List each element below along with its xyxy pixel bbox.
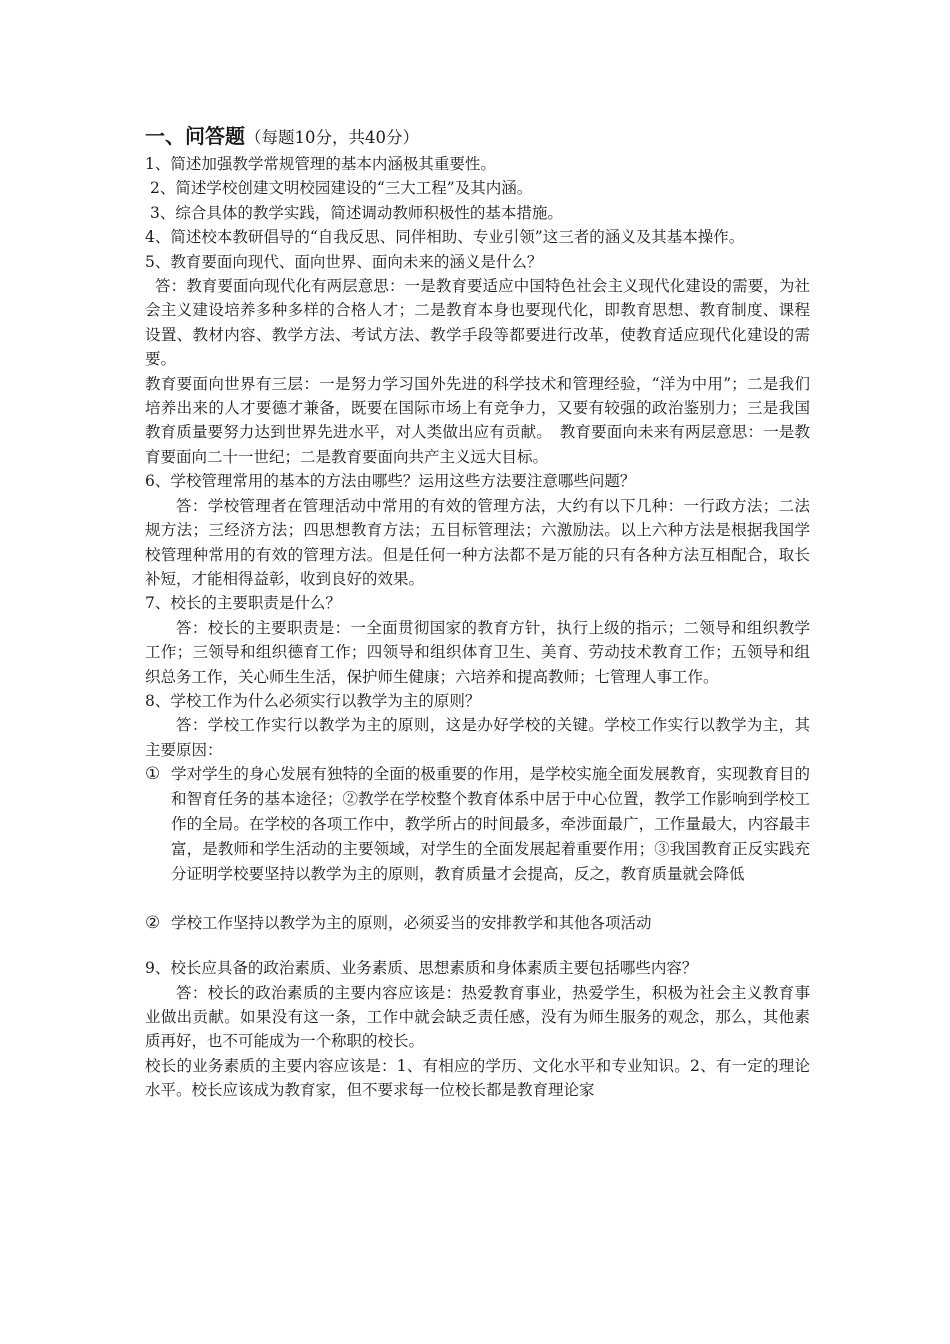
list-marker: ② bbox=[145, 913, 161, 934]
question-8: 8、学校工作为什么必须实行以教学为主的原则？ bbox=[145, 691, 481, 710]
question-9: 9、校长应具备的政治素质、业务素质、思想素质和身体素质主要包括哪些内容？ bbox=[145, 959, 698, 978]
question-3: 3、综合具体的教学实践，简述调动教师积极性的基本措施。 bbox=[150, 203, 563, 222]
answer-5-part-2: 教育要面向世界有三层：一是努力学习国外先进的科学技术和管理经验，“洋为中用”；二是我们培养出来的人才要德才兼备，既要在国际市场上有竞争力，又要有较强的政治鉴别力；三是我国教育质量要努力达到世界先进水平，对人类做出应有贡献。 教育要面向未来有两层意思：一是教育要面向二十一世纪；二是教育要面向共产主义远大目标。 bbox=[145, 374, 810, 466]
question-7: 7、校长的主要职责是什么？ bbox=[145, 594, 341, 613]
list-marker: ① bbox=[145, 764, 161, 785]
answer-9-part-1: 答：校长的政治素质的主要内容应该是：热爱教育事业，热爱学生，积极为社会主义教育事业做出贡献。如果没有这一条，工作中就会缺乏责任感，没有为师生服务的观念，那么，其他素质再好，也不可能成为一个称职的校长。 bbox=[145, 983, 810, 1051]
answer-7: 答：校长的主要职责是：一全面贯彻国家的教育方针，执行上级的指示；二领导和组织教学工作；三领导和组织德育工作；四领导和组织体育卫生、美育、劳动技术教育工作；五领导和组织总务工作，关心师生生活，保护师生健康；六培养和提高教师；七管理人事工作。 bbox=[145, 618, 810, 686]
question-2: 2、简述学校创建文明校园建设的“三大工程”及其内涵。 bbox=[150, 179, 533, 198]
section-heading: 一、问答题 bbox=[145, 124, 245, 148]
section-title bbox=[145, 122, 810, 152]
answer-9-part-2: 校长的业务素质的主要内容应该是：1、有相应的学历、文化水平和专业知识。2、有一定的理论水平。校长应该成为教育家，但不要求每一位校长都是教育理论家 bbox=[145, 1056, 810, 1100]
question-6: 6、学校管理常用的基本的方法由哪些？运用这些方法要注意哪些问题？ bbox=[145, 472, 636, 491]
answer-5-part-1: 答：教育要面向现代化有两层意思：一是教育要适应中国特色社会主义现代化建设的需要，为社会主义建设培养多种多样的合格人才；二是教育本身也要现代化，即教育思想、教育制度、课程设置、教材内容、教学方法、考试方法、教学手段等都要进行改革，使教育适应现代化建设的需要。 bbox=[145, 277, 810, 369]
question-5: 5、教育要面向现代、面向世界、面向未来的涵义是什么？ bbox=[145, 252, 543, 271]
list-text: 学校工作坚持以教学为主的原则，必须妥当的安排教学和其他各项活动 bbox=[171, 914, 652, 933]
list-item bbox=[145, 911, 810, 936]
list-item bbox=[145, 762, 810, 887]
answer-8: 答：学校工作实行以教学为主的原则，这是办好学校的关键。学校工作实行以教学为主，其主要原因： bbox=[145, 716, 810, 759]
answer-6: 答：学校管理者在管理活动中常用的有效的管理方法，大约有以下几种：一行政方法；二法规方法；三经济方法；四思想教育方法；五目标管理法；六激励法。以上六种方法是根据我国学校管理种常用的有效的管理方法。但是任何一种方法都不是万能的只有各种方法互相配合，取长补短，才能相得益彰，收到良好的效果。 bbox=[145, 496, 810, 588]
document-content bbox=[145, 122, 810, 1103]
question-4: 4、简述校本教研倡导的“自我反思、同伴相助、专业引领”这三者的涵义及其基本操作。 bbox=[145, 228, 745, 247]
section-note: （每题10分，共40分） bbox=[245, 128, 419, 147]
list-text: 学对学生的身心发展有独特的全面的极重要的作用，是学校实施全面发展教育，实现教育目的和智育任务的基本途径；②教学在学校整个教育体系中居于中心位置，教学工作影响到学校工作的全局。在学校的各项工作中，教学所占的时间最多，牵涉面最广，工作量最大，内容最丰富，是教师和学生活动的主要领域，对学生的全面发展起着重要作用；③我国教育正反实践充分证明学校要坚持以教学为主的原则，教育质量才会提高，反之，教育质量就会降低 bbox=[171, 765, 810, 884]
question-1: 1、简述加强教学常规管理的基本内涵极其重要性。 bbox=[145, 155, 496, 173]
